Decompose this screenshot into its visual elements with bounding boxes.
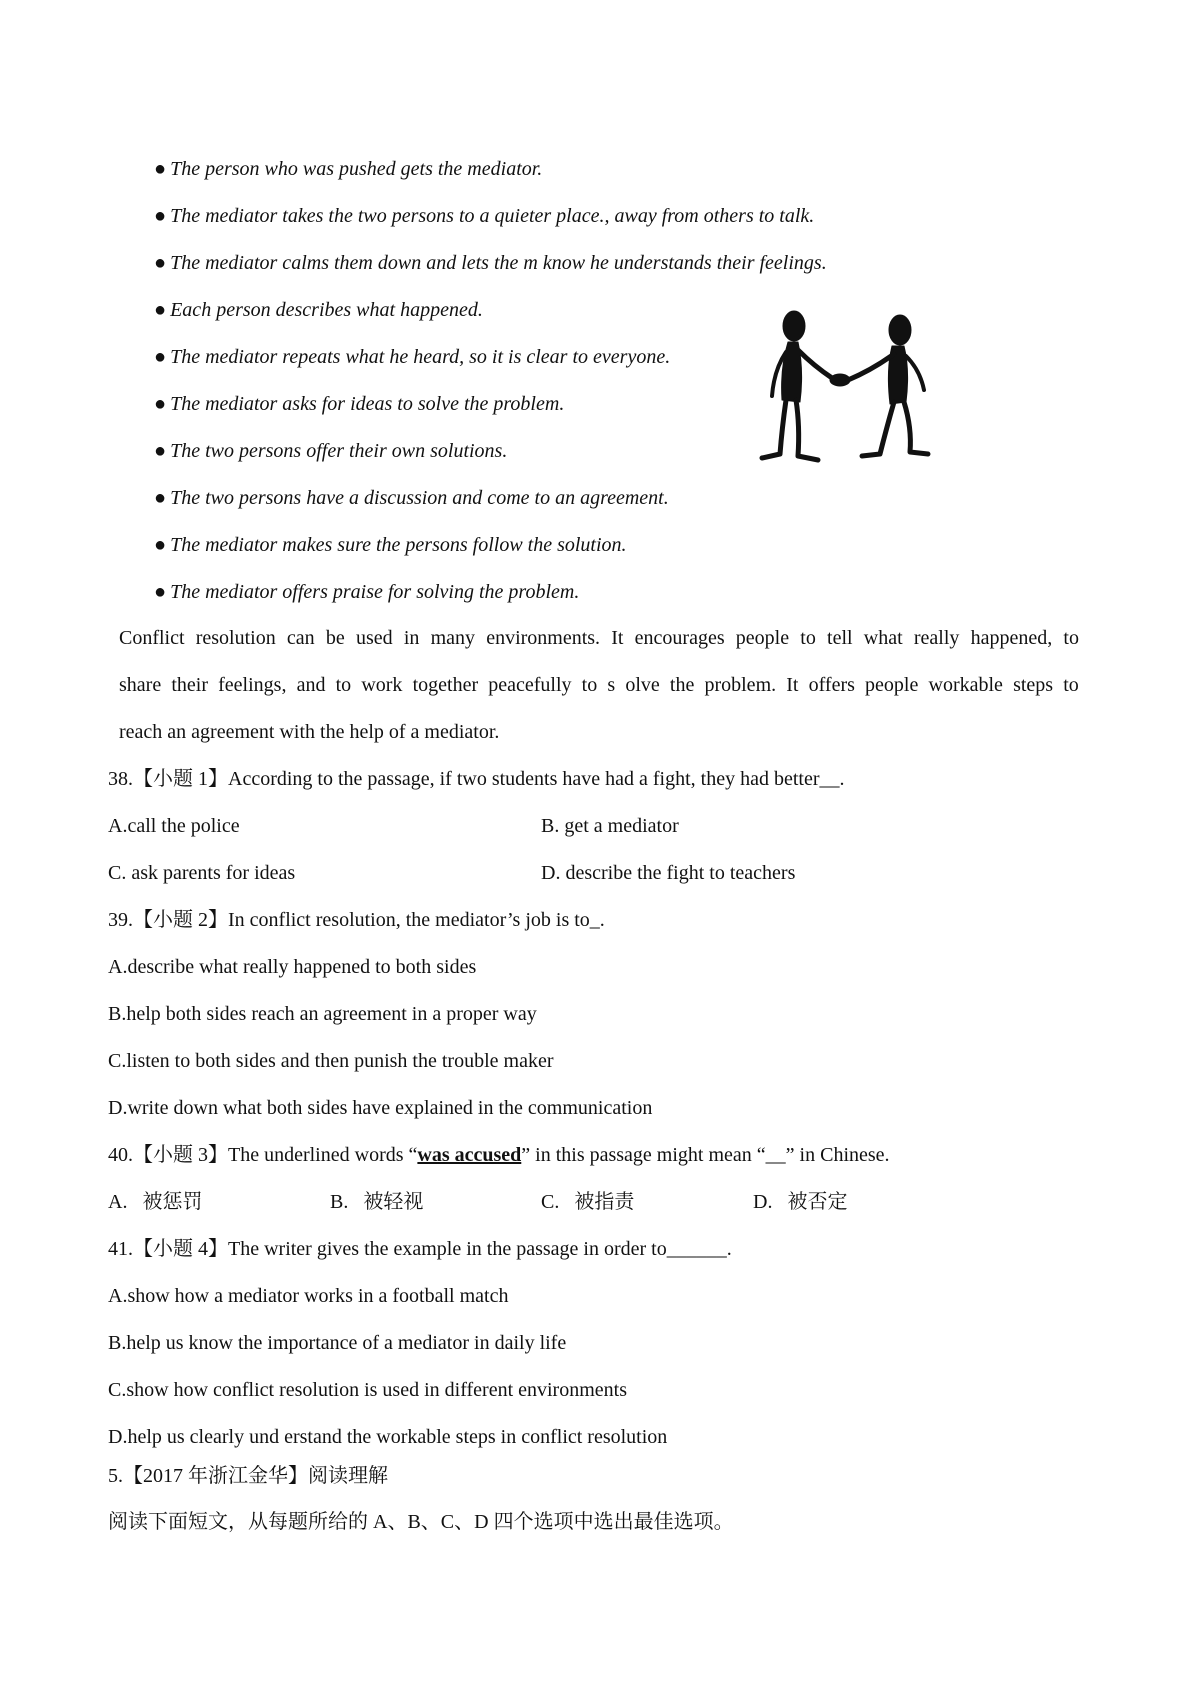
word: to	[1063, 674, 1079, 696]
bullet: ●	[154, 581, 167, 603]
word: encourages	[634, 627, 725, 649]
word: to	[335, 674, 352, 696]
word: resolution	[195, 627, 276, 649]
word: s	[607, 674, 616, 696]
word: share	[119, 674, 162, 696]
bullet: ●	[154, 487, 167, 509]
question-38-option-d[interactable]: D. describe the fight to teachers	[541, 862, 796, 884]
question-39-option-a[interactable]: A.describe what really happened to both sides	[108, 956, 477, 978]
bullet: ●	[154, 440, 167, 462]
step-item: ● The two persons offer their own solutions.	[154, 440, 508, 462]
word: used	[355, 627, 393, 649]
word: and	[296, 674, 326, 696]
question-41-option-b[interactable]: B.help us know the importance of a mediator in daily life	[108, 1332, 567, 1354]
word: workable	[928, 674, 1003, 696]
word: can	[286, 627, 315, 649]
word: together	[412, 674, 479, 696]
word: in	[403, 627, 420, 649]
word: really	[913, 627, 960, 649]
question-40-option-a[interactable]: A. 被惩罚	[108, 1191, 203, 1213]
bullet: ●	[154, 299, 167, 321]
section-5-heading: 5.【2017 年浙江金华】阅读理解	[108, 1465, 388, 1487]
word: It	[786, 674, 799, 696]
question-38-stem: 38.【小题 1】According to the passage, if two students have had a fight, they had better__.	[108, 768, 845, 790]
question-39-option-c[interactable]: C.listen to both sides and then punish the trouble maker	[108, 1050, 554, 1072]
word: environments.	[486, 627, 601, 649]
word: offers	[808, 674, 855, 696]
bullet: ●	[154, 346, 167, 368]
right-figure-head	[889, 315, 911, 345]
question-41-option-d[interactable]: D.help us clearly und erstand the workable steps in conflict resolution	[108, 1426, 668, 1448]
left-figure-arm	[798, 350, 832, 378]
step-item: ● The mediator takes the two persons to a quieter place., away from others to talk.	[154, 205, 815, 227]
question-38-option-a[interactable]: A.call the police	[108, 815, 240, 837]
question-41-option-c[interactable]: C.show how conflict resolution is used in different environments	[108, 1379, 627, 1401]
word: Conflict	[119, 627, 185, 649]
bullet: ●	[154, 393, 167, 415]
word: their	[171, 674, 208, 696]
word: what	[863, 627, 903, 649]
word: people	[865, 674, 919, 696]
right-figure-arm	[848, 354, 894, 380]
question-41-stem: 41.【小题 4】The writer gives the example in the passage in order to______.	[108, 1238, 732, 1260]
step-item: ● The mediator repeats what he heard, so it is clear to everyone.	[154, 346, 671, 368]
word: people	[735, 627, 790, 649]
bullet: ●	[154, 158, 167, 180]
question-40-option-c[interactable]: C. 被指责	[541, 1191, 635, 1213]
underlined-keyword: was accused	[417, 1144, 522, 1166]
step-item: ● Each person describes what happened.	[154, 299, 483, 321]
word: feelings,	[218, 674, 287, 696]
word: peacefully	[488, 674, 572, 696]
paragraph-line	[119, 624, 1079, 652]
bullet: ●	[154, 205, 167, 227]
word: It	[611, 627, 624, 649]
step-item: ● The mediator offers praise for solving the problem.	[154, 581, 580, 603]
word: problem.	[704, 674, 777, 696]
step-item: ● The mediator asks for ideas to solve the problem.	[154, 393, 565, 415]
word: to	[1063, 627, 1079, 649]
paragraph-line	[119, 671, 1079, 699]
word: work	[361, 674, 403, 696]
word: the	[669, 674, 695, 696]
section-5-instruction: 阅读下面短文，从每题所给的 A、B、C、D 四个选项中选出最佳选项。	[108, 1511, 734, 1533]
paragraph-line: reach an agreement with the help of a mediator.	[119, 721, 500, 743]
word: olve	[625, 674, 660, 696]
question-39-option-d[interactable]: D.write down what both sides have explained in the communication	[108, 1097, 653, 1119]
word: be	[325, 627, 345, 649]
bullet: ●	[154, 534, 167, 556]
step-item: ● The mediator makes sure the persons follow the solution.	[154, 534, 627, 556]
left-figure-head	[783, 311, 805, 341]
word: to	[800, 627, 816, 649]
word: to	[581, 674, 598, 696]
question-39-stem: 39.【小题 2】In conflict resolution, the mediator’s job is to_.	[108, 909, 605, 931]
question-38-option-c[interactable]: C. ask parents for ideas	[108, 862, 296, 884]
question-40-stem: 40.【小题 3】The underlined words “was accused” in this passage might mean “__” in Chinese.	[108, 1144, 890, 1166]
step-item: ● The two persons have a discussion and come to an agreement.	[154, 487, 669, 509]
step-item: ● The person who was pushed gets the mediator.	[154, 158, 543, 180]
question-39-option-b[interactable]: B.help both sides reach an agreement in a proper way	[108, 1003, 537, 1025]
word: happened,	[970, 627, 1053, 649]
question-38-option-b[interactable]: B. get a mediator	[541, 815, 679, 837]
question-40-option-d[interactable]: D. 被否定	[753, 1191, 848, 1213]
word: tell	[827, 627, 853, 649]
word: many	[430, 627, 475, 649]
step-item: ● The mediator calms them down and lets the m know he understands their feelings.	[154, 252, 827, 274]
bullet: ●	[154, 252, 167, 274]
word: steps	[1013, 674, 1054, 696]
question-40-option-b[interactable]: B. 被轻视	[330, 1191, 424, 1213]
handshake-illustration	[752, 308, 940, 474]
question-41-option-a[interactable]: A.show how a mediator works in a football match	[108, 1285, 509, 1307]
